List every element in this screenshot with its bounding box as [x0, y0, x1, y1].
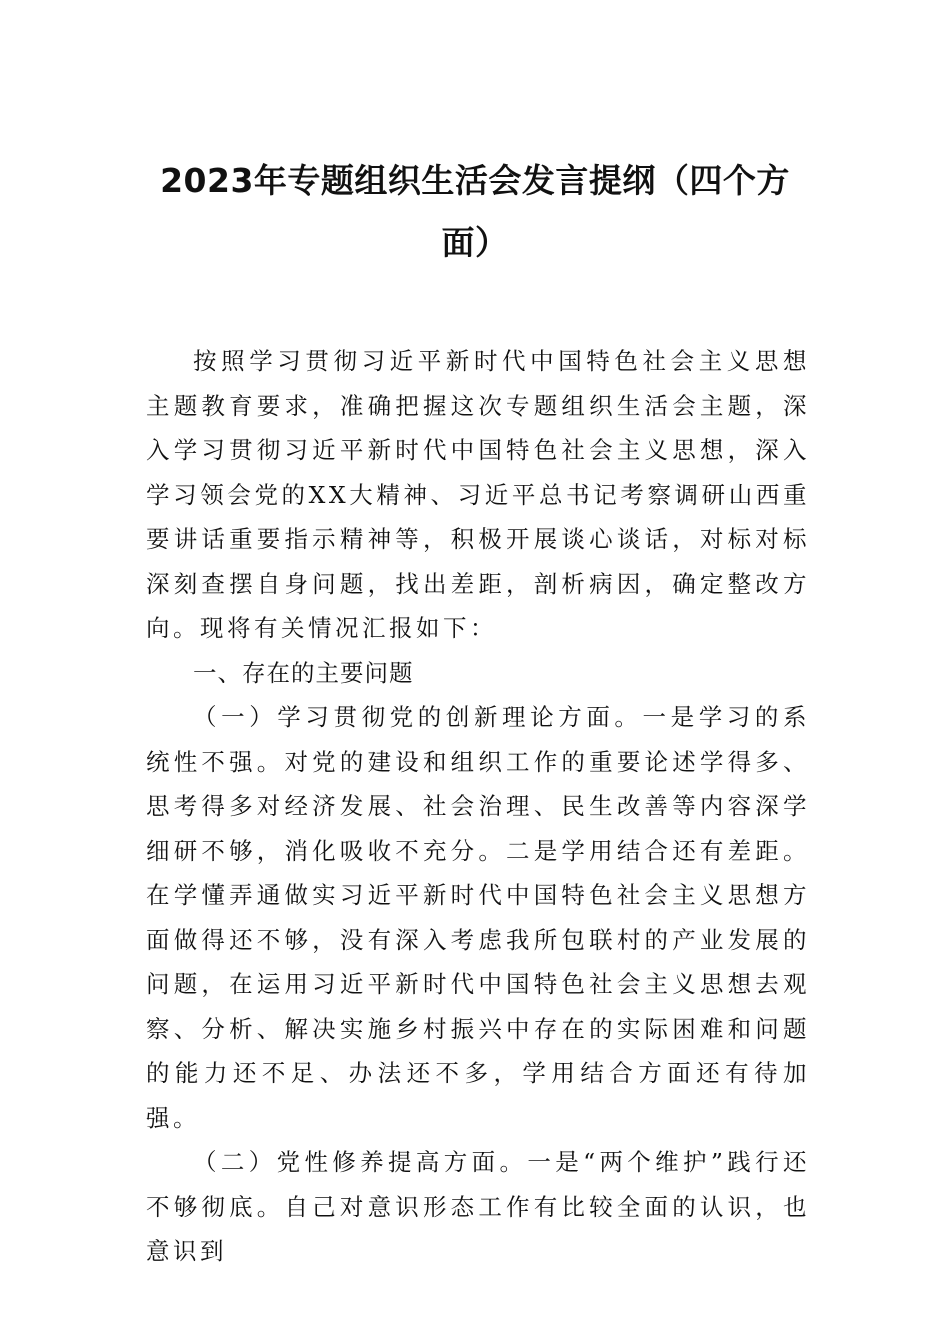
intro-paragraph: 按照学习贯彻习近平新时代中国特色社会主义思想主题教育要求，准确把握这次专题组织生活会主题，深入学习贯彻习近平新时代中国特色社会主义思想，深入学习领会党的XX大精神、习近平总书记考察调研山西重要讲话重要指示精神等，积极开展谈心谈话，对标对标深刻查摆自身问题，找出差距，剖析病因，确定整改方向。现将有关情况汇报如下：	[146, 347, 810, 642]
body-paragraph-1: （一）学习贯彻党的创新理论方面。一是学习的系统性不强。对党的建设和组织工作的重要论述学得多、思考得多对经济发展、社会治理、民生改善等内容深学细研不够，消化吸收不充分。二是学用结合还有差距。在学懂弄通做实习近平新时代中国特色社会主义思想方面做得还不够，没有深入考虑我所包联村的产业发展的问题，在运用习近平新时代中国特色社会主义思想去观察、分析、解决实施乡村振兴中存在的实际困难和问题的能力还不足、办法还不多，学用结合方面还有待加强。	[146, 703, 810, 1132]
document-body	[146, 339, 810, 1274]
section-heading: 一、存在的主要问题	[193, 658, 414, 687]
body-paragraph-2: （二）党性修养提高方面。一是“两个维护”践行还不够彻底。自己对意识形态工作有比较全面的认识，也意识到	[146, 1148, 810, 1265]
document-title: 2023年专题组织生活会发言提纲（四个方面）	[160, 161, 790, 262]
